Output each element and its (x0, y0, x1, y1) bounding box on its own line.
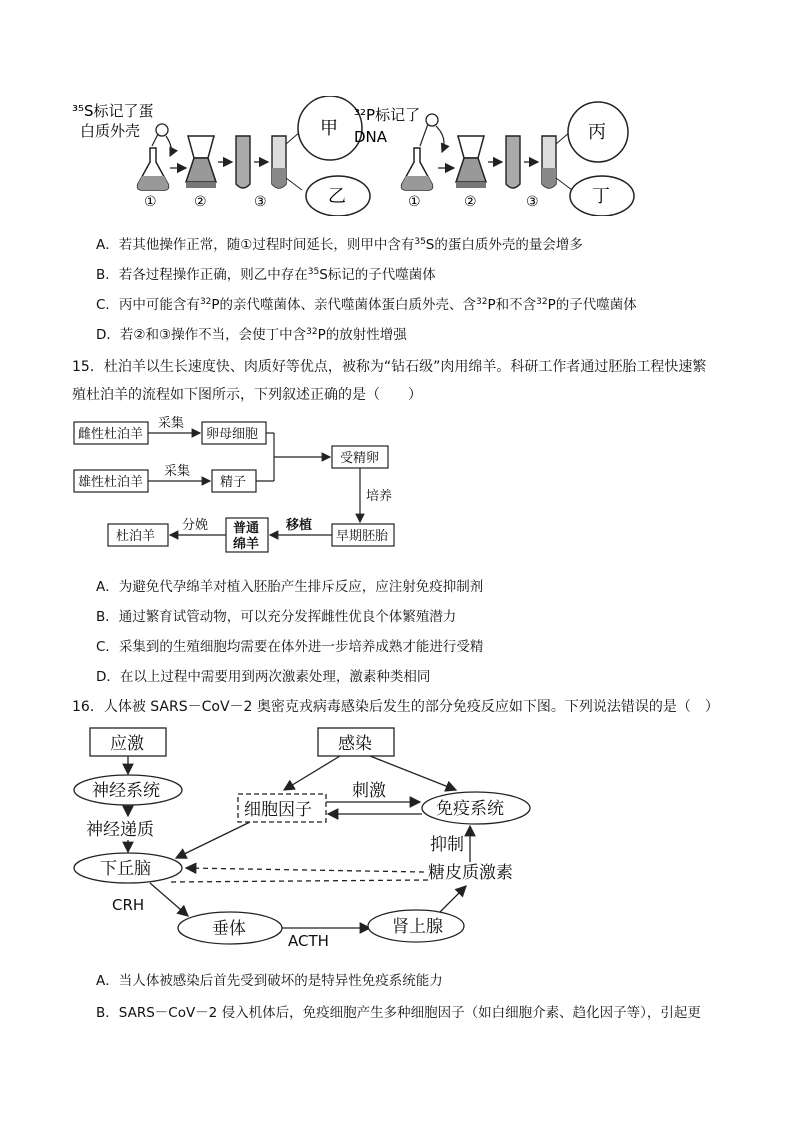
label-35s-line1: ³⁵S标记了蛋 (72, 102, 154, 120)
label-pituitary: 垂体 (212, 919, 246, 939)
label-dorper-offspring: 杜泊羊 (116, 529, 156, 544)
q14-option-b (96, 266, 436, 284)
q14-option-a (96, 236, 583, 254)
step-3-label: ③ (254, 194, 267, 210)
q15-option-a: A．为避免代孕绵羊对植入胚胎产生排斥反应，应注射免疫抑制剂 (96, 579, 484, 595)
label-nervous-system: 神经系统 (92, 781, 160, 801)
option-text: P和不含 (487, 297, 537, 313)
label-zygote: 受精卵 (340, 451, 380, 466)
label-birth: 分娩 (182, 518, 209, 533)
label-bing: 丙 (588, 122, 606, 143)
option-text: C．丙中可能含有 (96, 297, 200, 313)
label-acth: ACTH (288, 932, 329, 950)
option-text: P的放射性增强 (317, 327, 407, 343)
option-text: S标记的子代噬菌体 (319, 267, 436, 283)
step-1-label: ① (408, 194, 421, 210)
option-text: P的子代噬菌体 (547, 297, 637, 313)
superscript: 32 (536, 297, 548, 307)
option-text: S的蛋白质外壳的量会增多 (425, 237, 583, 253)
label-35s-line2: 白质外壳 (80, 122, 141, 140)
centrifuged-tube-icon (272, 136, 286, 188)
label-immune-system: 免疫系统 (436, 799, 504, 819)
option-text: D．若②和③操作不当，会使丁中含 (96, 327, 307, 343)
label-inhibit: 抑制 (430, 835, 464, 855)
option-text: P的亲代噬菌体、亲代噬菌体蛋白质外壳、含 (211, 297, 477, 313)
q16-stem: 16．人体被 SARS－CoV－2 奥密克戎病毒感染后发生的部分免疫反应如下图。下列说法错误的是（ ） (72, 699, 719, 715)
label-crh: CRH (112, 896, 145, 914)
label-ewe-line2: 绵羊 (233, 537, 260, 552)
label-female-dorper: 雌性杜泊羊 (78, 427, 144, 442)
phage-experiment-figure (70, 96, 710, 216)
q15-stem-line2: 殖杜泊羊的流程如下图所示，下列叙述正确的是（ ） (72, 387, 422, 403)
immune-response-diagram (70, 722, 540, 952)
blender-icon (456, 136, 486, 188)
flask-icon (138, 124, 172, 190)
q14-option-c (96, 296, 637, 314)
option-text: A．若其他操作正常，随①过程时间延长，则甲中含有 (96, 237, 415, 253)
label-male-dorper: 雄性杜泊羊 (78, 475, 144, 490)
q15-stem-line1: 15．杜泊羊以生长速度快、肉质好等优点，被称为“钻石级”肉用绵羊。科研工作者通过胚胎工程快速繁 (72, 359, 707, 375)
q16-option-b: B．SARS－CoV－2 侵入机体后，免疫细胞产生多种细胞因子（如白细胞介素、趋化因子等），引起更 (96, 1005, 701, 1021)
q15-option-b: B．通过繁育试管动物，可以充分发挥雌性优良个体繁殖潜力 (96, 609, 457, 625)
superscript: 35 (307, 267, 320, 277)
q14-option-d (96, 326, 407, 344)
label-ding: 丁 (592, 186, 610, 207)
step-1-label: ① (144, 194, 157, 210)
label-stress: 应激 (110, 734, 144, 754)
label-culture: 培养 (366, 489, 393, 504)
centrifuged-tube-icon (542, 136, 556, 188)
step-2-label: ② (464, 194, 477, 210)
label-neurotransmitter: 神经递质 (86, 820, 154, 840)
superscript: 32 (199, 297, 212, 307)
label-stimulate: 刺激 (352, 781, 386, 801)
embryo-engineering-flowchart (70, 412, 410, 562)
test-tube-icon (236, 136, 250, 188)
label-hypothalamus: 下丘脑 (100, 859, 151, 879)
label-transplant: 移植 (286, 518, 313, 533)
superscript: 35 (414, 237, 426, 247)
label-collect-1: 采集 (158, 416, 185, 431)
q15-option-d: D．在以上过程中需要用到两次激素处理，激素种类相同 (96, 669, 431, 685)
label-oocyte: 卵母细胞 (206, 427, 259, 442)
option-text: B．若各过程操作正确，则乙中存在 (96, 267, 308, 283)
label-adrenal: 肾上腺 (392, 917, 443, 937)
label-32p-line2: DNA (354, 128, 388, 146)
q15-option-c: C．采集到的生殖细胞均需要在体外进一步培养成熟才能进行受精 (96, 639, 484, 655)
label-glucocorticoid: 糖皮质激素 (428, 863, 513, 883)
step-3-label: ③ (526, 194, 539, 210)
label-cytokine: 细胞因子 (244, 800, 312, 820)
blender-icon (186, 136, 216, 188)
superscript: 32 (306, 327, 318, 337)
label-yi: 乙 (328, 186, 346, 207)
label-sperm: 精子 (220, 475, 247, 490)
flask-icon (402, 114, 445, 190)
label-early-embryo: 早期胚胎 (336, 529, 389, 544)
label-jia: 甲 (320, 118, 338, 139)
test-tube-icon (506, 136, 520, 188)
superscript: 32 (476, 297, 488, 307)
q16-option-a: A．当人体被感染后首先受到破坏的是特异性免疫系统能力 (96, 973, 443, 989)
label-32p-line1: ³²P标记了 (354, 106, 421, 124)
label-collect-2: 采集 (164, 464, 191, 479)
step-2-label: ② (194, 194, 207, 210)
label-infection: 感染 (338, 734, 372, 754)
label-ewe-line1: 普通 (233, 521, 260, 536)
